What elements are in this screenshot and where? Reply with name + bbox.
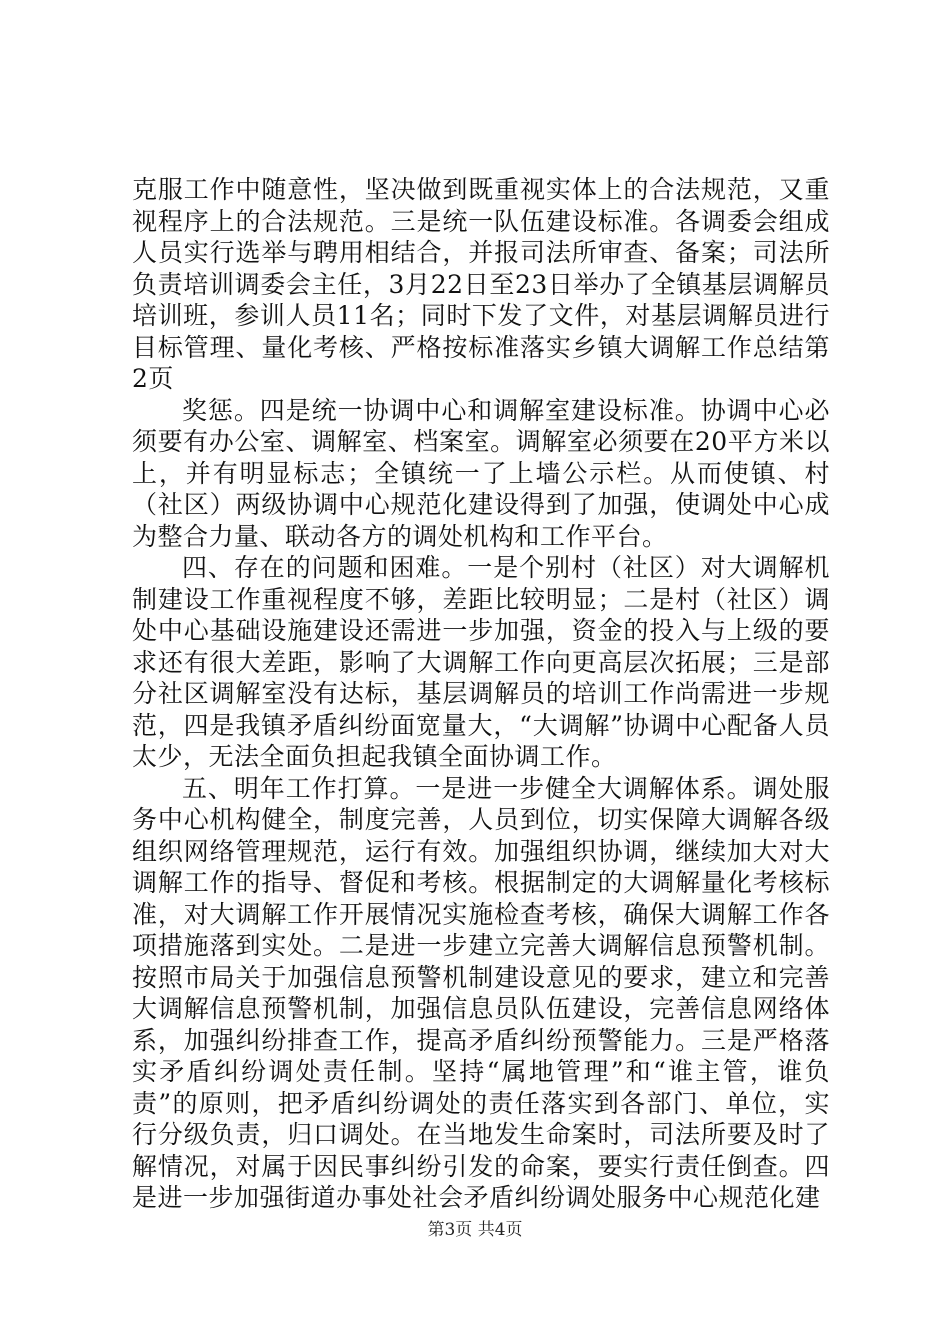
document-body	[132, 174, 830, 1214]
paragraph-3: 四、存在的问题和困难。一是个别村（社区）对大调解机制建设工作重视程度不够，差距比较明显；二是村（社区）调处中心基础设施建设还需进一步加强，资金的投入与上级的要求还有很大差距，影响了大调解工作向更高层次拓展；三是部分社区调解室没有达标，基层调解员的培训工作尚需进一步规范，四是我镇矛盾纠纷面宽量大，“大调解”协调中心配备人员太少，无法全面负担起我镇全面协调工作。	[132, 553, 830, 771]
page-footer: 第3页 共4页	[427, 1220, 523, 1240]
paragraph-2: 奖惩。四是统一协调中心和调解室建设标准。协调中心必须要有办公室、调解室、档案室。调解室必须要在20平方米以上，并有明显标志；全镇统一了上墙公示栏。从而使镇、村（社区）两级协调中心规范化建设得到了加强，使调处中心成为整合力量、联动各方的调处机构和工作平台。	[132, 395, 830, 551]
paragraph-1: 克服工作中随意性，坚决做到既重视实体上的合法规范，又重视程序上的合法规范。三是统一队伍建设标准。各调委会组成人员实行选举与聘用相结合，并报司法所审查、备案；司法所负责培训调委会主任，3月22日至23日举办了全镇基层调解员培训班，参训人员11名；同时下发了文件，对基层调解员进行目标管理、量化考核、严格按标准落实乡镇大调解工作总结第2页	[132, 175, 830, 393]
paragraph-4: 五、明年工作打算。一是进一步健全大调解体系。调处服务中心机构健全，制度完善，人员到位，切实保障大调解各级组织网络管理规范，运行有效。加强组织协调，继续加大对大调解工作的指导、督促和考核。根据制定的大调解量化考核标准，对大调解工作开展情况实施检查考核，确保大调解工作各项措施落到实处。二是进一步建立完善大调解信息预警机制。按照市局关于加强信息预警机制建设意见的要求，建立和完善大调解信息预警机制，加强信息员队伍建设，完善信息网络体系，加强纠纷排查工作，提高矛盾纠纷预警能力。三是严格落实矛盾纠纷调处责任制。坚持“属地管理”和“谁主管，谁负责”的原则，把矛盾纠纷调处的责任落实到各部门、单位，实行分级负责，归口调处。在当地发生命案时，司法所要及时了解情况，对属于因民事纠纷引发的命案，要实行责任倒查。四是进一步加强街道办事处社会矛盾纠纷调处服务中心规范化建	[132, 773, 830, 1212]
